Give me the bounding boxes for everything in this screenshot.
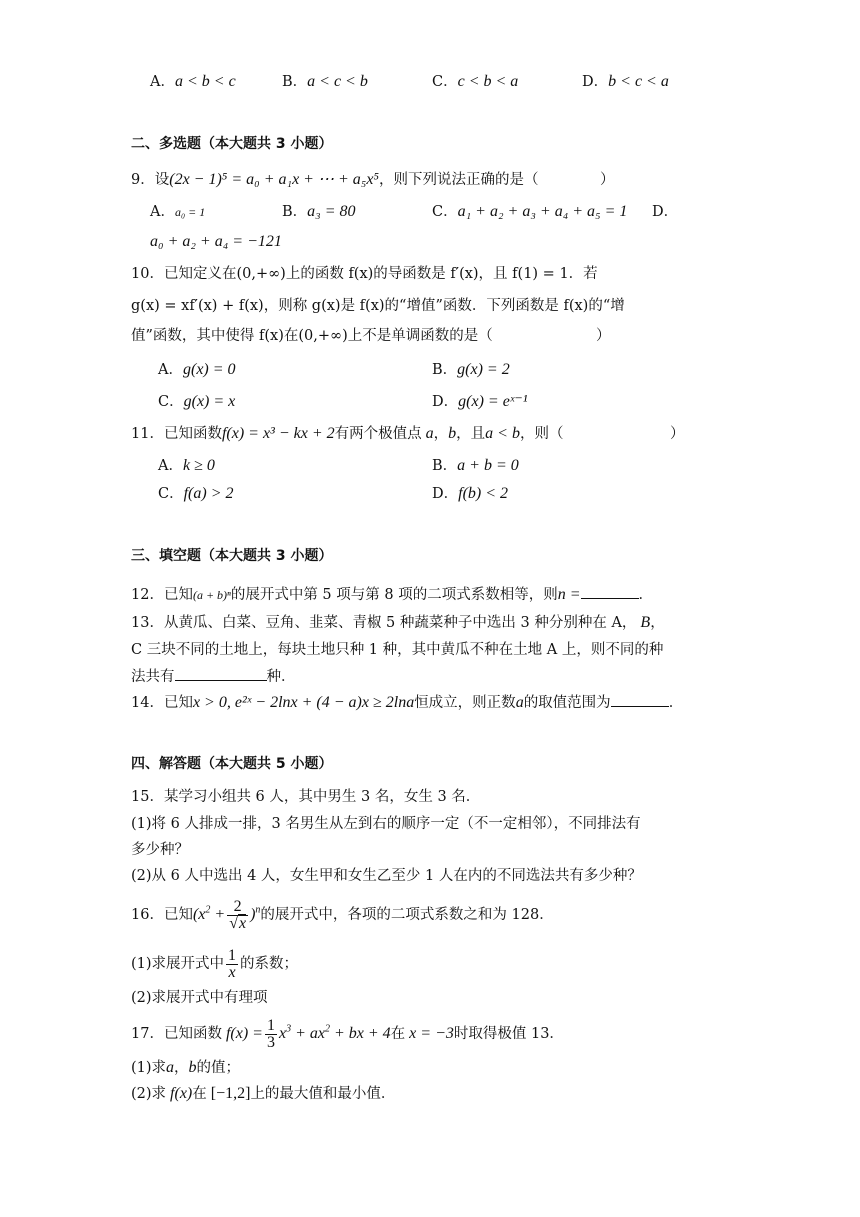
q9-option-c: C．a₁ + a₂ + a₃ + a₄ + a₅ = 1: [432, 203, 628, 220]
q16-stem: 16．已知($x^2$ + $\frac{2}{√x}$ )$^n$的展开式中，各项的二项式系数之和为 128．: [131, 897, 554, 932]
q17-stem: 17．已知函数 f(x) = $\frac{1}{3}$ $x^3 + ax^2$ + bx + 4在 x = −3时取得极值 13．: [131, 1016, 564, 1051]
q9-paren-close: ）: [600, 172, 615, 188]
q10-line-2: g(x) = xf′(x) + f(x)，则称 g(x)是 f(x)的“增值”函数．下列函数是 f(x)的“增: [131, 298, 625, 314]
section-3-title: 三、填空题（本大题共 3 小题）: [131, 548, 333, 564]
q8-option-d: D．b < c < a: [582, 73, 669, 90]
q10-option-a: A．g(x) = 0: [158, 361, 236, 378]
q13-line-3: 法共有 种．: [131, 666, 296, 687]
q9-option-d-letter: D．: [652, 204, 679, 220]
q11-stem: 11．已知函数f(x) = x³ − kx + 2有两个极值点 a，b，且a < b，则（: [131, 425, 564, 442]
q10-line-3: 值”函数，其中使得 f(x)在(0,+∞)上不是单调函数的是（: [131, 328, 493, 344]
q16-part-2: (2)求展开式中有理项: [131, 990, 268, 1006]
q10-paren-close: ）: [596, 328, 611, 344]
q8-option-b: B．a < c < b: [282, 73, 368, 90]
q11-option-b: B．a + b = 0: [432, 457, 519, 474]
q15-part-2: (2)从 6 人中选出 4 人，女生甲和女生乙至少 1 人在内的不同选法共有多少种？: [131, 868, 642, 884]
q9-option-b: B．a₃ = 80: [282, 203, 356, 220]
q14-stem: 14．已知x > 0, e²ˣ − 2lnx + (4 − a)x ≥ 2lna恒成立，则正数a的取值范围为 ．: [131, 694, 684, 711]
q9-option-d-expr: a₀ + a₂ + a₄ = −121: [150, 233, 282, 250]
q17-part-1: (1)求a，b的值；: [131, 1059, 241, 1076]
q11-paren-close: ）: [670, 426, 685, 442]
q9-option-a: A．a₀ = 1: [150, 204, 206, 220]
q12-answer-blank[interactable]: [581, 584, 639, 599]
q17-part-2: (2)求 f(x)在 [−1,2]上的最大值和最小值．: [131, 1085, 396, 1102]
q13-line-1: 13．从黄瓜、白菜、豆角、韭菜、青椒 5 种蔬菜种子中选出 3 种分别种在 A， B，: [131, 614, 665, 631]
q11-option-d: D．f(b) < 2: [432, 485, 509, 502]
q13-answer-blank[interactable]: [175, 666, 267, 681]
q10-option-c: C．g(x) = x: [158, 393, 236, 410]
q15-part-1-line-2: 多少种？: [131, 842, 189, 858]
q15-stem: 15．某学习小组共 6 人，其中男生 3 名，女生 3 名．: [131, 789, 481, 805]
q13-line-2: C 三块不同的土地上，每块土地只种 1 种，其中黄瓜不种在土地 A 上，则不同的种: [131, 642, 664, 658]
section-2-title: 二、多选题（本大题共 3 小题）: [131, 136, 333, 152]
q8-option-c: C．c < b < a: [432, 73, 519, 90]
q8-option-a: A．a < b < c: [150, 73, 236, 90]
section-4-title: 四、解答题（本大题共 5 小题）: [131, 756, 333, 772]
q12-stem: 12．已知(a + b)ⁿ的展开式中第 5 项与第 8 项的二项式系数相等，则n = ．: [131, 586, 654, 603]
q9-stem: 9．设(2x − 1)⁵ = a₀ + a₁x + ⋯ + a₅x⁵，则下列说法正确的是（: [131, 171, 539, 188]
q10-line-1: 10．已知定义在(0,+∞)上的函数 f(x)的导函数是 f′(x)，且 f(1) = 1．若: [131, 266, 598, 282]
q15-part-1-line-1: (1)将 6 人排成一排，3 名男生从左到右的顺序一定（不一定相邻），不同排法有: [131, 816, 641, 832]
q16-part-1: (1)求展开式中 $\frac{1}{x}$ 的系数；: [131, 946, 299, 981]
q14-answer-blank[interactable]: [611, 692, 669, 707]
q11-option-c: C．f(a) > 2: [158, 485, 234, 502]
q10-option-d: D．g(x) = eˣ⁻¹: [432, 393, 528, 410]
q10-option-b: B．g(x) = 2: [432, 361, 510, 378]
q11-option-a: A．k ≥ 0: [158, 457, 215, 474]
